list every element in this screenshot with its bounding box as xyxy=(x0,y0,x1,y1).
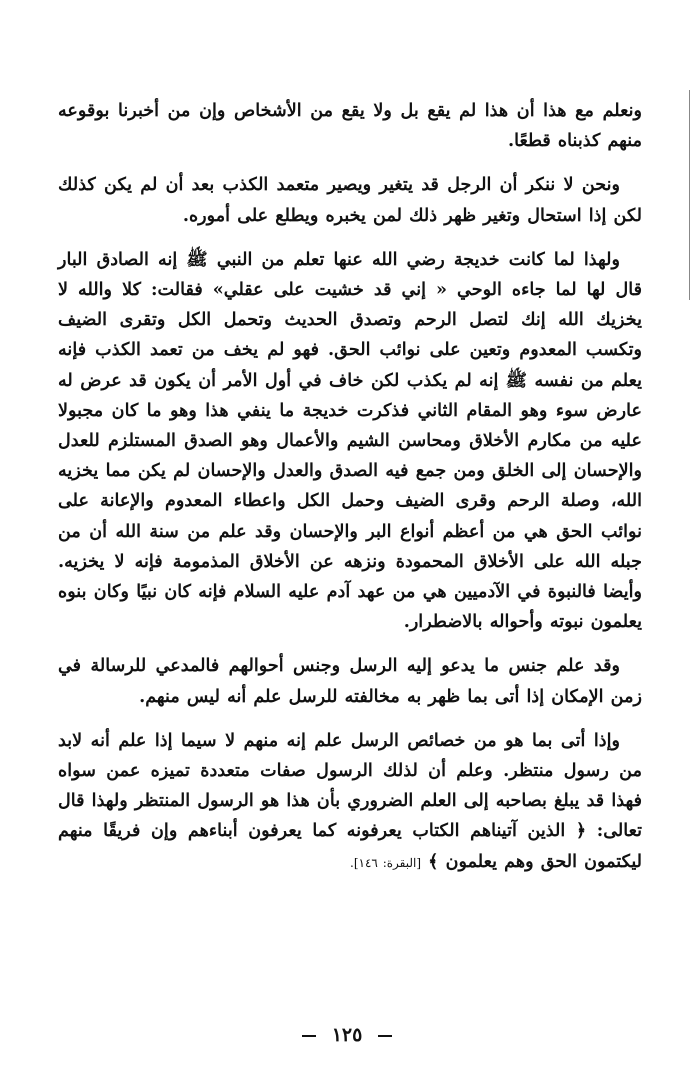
paragraph-5 xyxy=(58,726,642,878)
body-text xyxy=(58,96,642,892)
paragraph-2: ونحن لا ننكر أن الرجل قد يتغير ويصير متعمد الكذب بعد أن لم يكن كذلك لكن إذا استحال وتغير ظهر ذلك لمن يخبره ويطلع على أموره. xyxy=(58,174,642,226)
quran-reference: [البقرة: ١٤٦]. xyxy=(350,855,422,870)
paragraph-3: ولهذا لما كانت خديجة رضي الله عنها تعلم من النبي ﷺ إنه الصادق البار قال لها لما جاءه الوحي « إني قد خشيت على عقلي» فقالت: كلا والله لا يخزيك الله إنك لتصل الرحم وتصدق الحديث وتحمل الكل وتقرى الضيف وتكسب المعدوم وتعين على نوائب الحق. فهو لم يخف من تعمد الكذب فإنه يعلم من نفسه ﷺ إنه لم يكذب لكن خاف في أول الأمر أن يكون قد عرض له عارض سوء وهو المقام الثاني فذكرت خديجة ما ينفي هذا وهو ما كان مجبولا عليه من مكارم الأخلاق ومحاسن الشيم والأعمال وهو الصدق المستلزم للعدل والإحسان إلى الخلق ومن جمع فيه الصدق والعدل والإحسان لم يكن مما يخزيه الله، وصلة الرحم وقرى الضيف وحمل الكل واعطاء المعدوم والإعانة على نوائب الحق هي من أعظم أنواع البر والإحسان وقد علم من سنة الله أن من جبله الله على الأخلاق المحمودة ونزهه عن الأخلاق المذمومة فإنه لا يخزيه. وأيضا فالنبوة في الآدميين هي من عهد آدم عليه السلام فإنه كان نبيًا وكان بنوه يعلمون نبوته وأحواله بالاضطرار. xyxy=(58,248,642,633)
quran-quote: ﴿ الذين آتيناهم الكتاب يعرفونه كما يعرفون أبناءهم وإن فريقًا منهم ليكتمون الحق وهم يعلمون ﴾ xyxy=(58,820,642,872)
paragraph-1: ونعلم مع هذا أن هذا لم يقع بل ولا يقع من الأشخاص وإن من أخبرنا بوقوعه منهم كذبناه قطعًا. xyxy=(58,100,642,152)
paragraph-5-text: وإذا أتى بما هو من خصائص الرسل علم إنه منهم لا سيما إذا علم أنه لابد من رسول منتظر. وعلم أن لذلك الرسول صفات متعددة تميزه عمن سواه فهذا قد يبلغ بصاحبه إلى العلم الضروري بأن هذا هو الرسول المنتظر ولهذا قال تعالى: xyxy=(58,729,642,842)
left-dash xyxy=(378,1035,392,1037)
page-number: ١٢٥ xyxy=(331,1024,363,1046)
page-edge-shadow xyxy=(689,90,690,300)
page-number-footer xyxy=(0,1024,694,1046)
right-dash xyxy=(302,1035,316,1037)
paragraph-4: وقد علم جنس ما يدعو إليه الرسل وجنس أحوالهم فالمدعي للرسالة في زمن الإمكان إذا أتى بما ظهر به مخالفته للرسل علم أنه ليس منهم. xyxy=(58,655,642,707)
